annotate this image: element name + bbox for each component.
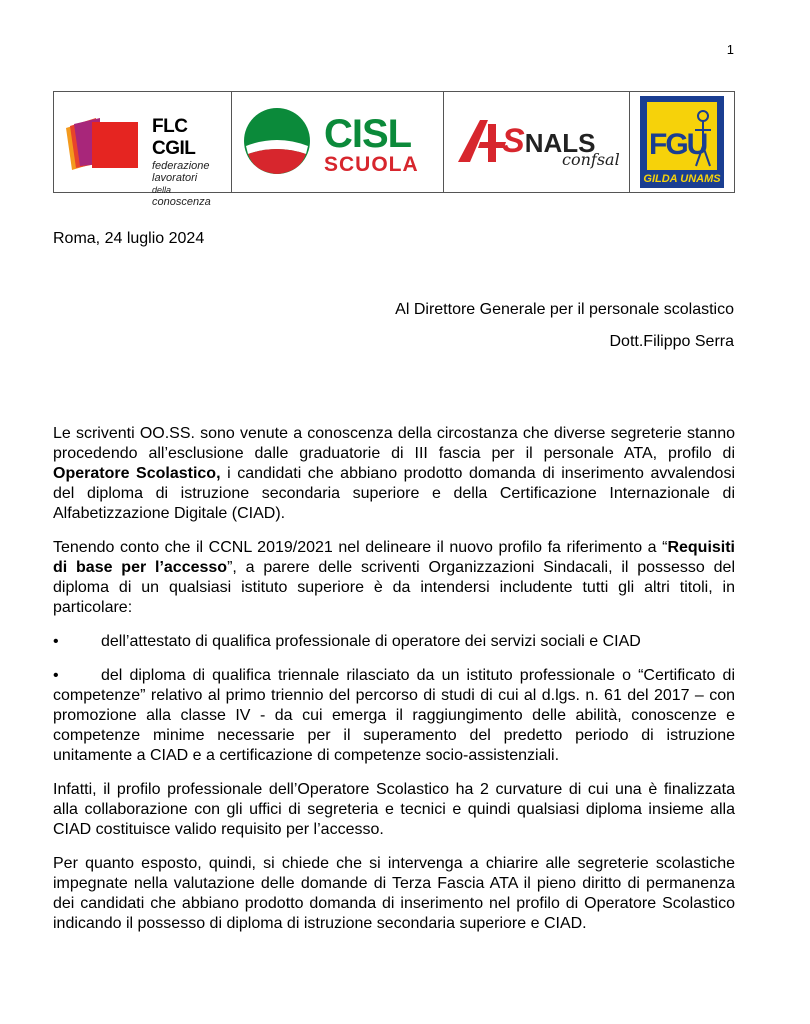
flc-line1: federazione: [152, 160, 210, 172]
page-number: 1: [726, 42, 734, 57]
p2-text-b: ”, a parere delle scriventi Organizzazioni Sindacali, il possesso del diploma di un qualsiasi istituto superiore è da intendersi includente tutti gli altri titoli, in particolare:: [53, 559, 735, 616]
paragraph-2: [53, 538, 735, 618]
p1-text-b: i candidati che abbiano prodotto domanda di inserimento avvalendosi del diploma di istruzione secondaria superiore e della Certificazione Internazionale di Alfabetizzazione Digitale (CIAD).: [53, 465, 736, 522]
gilda-label: GILDA UNAMS: [643, 173, 721, 185]
bullet-item-1: [53, 632, 735, 652]
bullet-symbol: •: [53, 633, 59, 650]
bullet-2-text: del diploma di qualifica triennale rilasciato da un istituto professionale o “Certificato di competenze” relativo al primo triennio del percorso di studi di cui al d.lgs. n. 61 del 2017 – con promozione alla classe IV - da cui emerga il raggiungimento delle abilità, conoscenze e competenze minime necessarie per il superamento del predetto periodo di istruzione unitamente a CIAD e a certificazione di competenze socio-assistenziali.: [53, 667, 735, 764]
p2-bold: Requisiti di base per l’accesso: [53, 539, 735, 576]
gilda-badge: [640, 96, 724, 188]
date-line: Roma, 24 luglio 2024: [53, 230, 205, 247]
snals-emblem-icon: [458, 118, 508, 162]
flc-cgil-emblem-icon: [66, 118, 142, 170]
flc-line3-small: della: [152, 185, 172, 195]
paragraph-4: Per quanto esposto, quindi, si chiede che si intervenga a chiarire alle segreterie scolastiche impegnate nella valutazione delle domande di Terza Fascia ATA il pieno diritto di permanenza dei candidati che abbiano prodotto domanda di inserimento nel profilo di Operatore Scolastico indicando il possesso di diploma di istruzione secondaria superiore e CIAD.: [53, 855, 735, 932]
snals-s: S: [502, 122, 525, 160]
paragraph-1: [53, 424, 735, 524]
gilda-figure-icon: [691, 108, 715, 168]
logo-banner: [53, 91, 735, 208]
bullet-item-2: [53, 666, 735, 766]
flc-line2: lavoratori: [152, 172, 198, 184]
addressee-block: [395, 294, 734, 358]
confsal-label: confsal: [562, 150, 620, 169]
cisl-scuola-logo: [232, 92, 444, 192]
paragraph-3: Infatti, il profilo professionale dell’Operatore Scolastico ha 2 curvature di cui una è finalizzata alla collaborazione con gli uffici di segreteria e tecnici e quindi qualsiasi diploma insieme alla CIAD costituisce valido requisito per l’accesso.: [53, 781, 735, 838]
cisl-subtitle: SCUOLA: [324, 153, 419, 176]
gilda-unams-logo: [630, 92, 734, 192]
p1-text-a: Le scriventi OO.SS. sono venute a conoscenza della circostanza che diverse segreterie stanno procedendo all’esclusione dalle graduatorie di III fascia per il personale ATA, profilo di: [53, 425, 735, 462]
snals-letters: NALS: [524, 128, 596, 158]
addressee-line1: Al Direttore Generale per il personale scolastico: [395, 301, 734, 318]
flc-title: FLC CGIL: [152, 116, 196, 159]
cisl-emblem-icon: [242, 106, 312, 176]
flc-cgil-logo: [54, 92, 232, 208]
p1-bold: Operatore Scolastico,: [53, 465, 221, 482]
bullet-1-text: dell’attestato di qualifica professionale di operatore dei servizi sociali e CIAD: [101, 633, 641, 650]
bullet-symbol: •: [53, 667, 59, 684]
cisl-title: CISL: [324, 112, 412, 156]
letter-body: [53, 424, 735, 948]
p2-text-a: Tenendo conto che il CCNL 2019/2021 nel delineare il nuovo profilo fa riferimento a “: [53, 539, 668, 556]
flc-line3: conoscenza: [152, 196, 211, 208]
fgu-letters: FGU: [649, 128, 707, 161]
snals-confsal-logo: [444, 92, 630, 192]
addressee-line2: Dott.Filippo Serra: [609, 333, 734, 350]
